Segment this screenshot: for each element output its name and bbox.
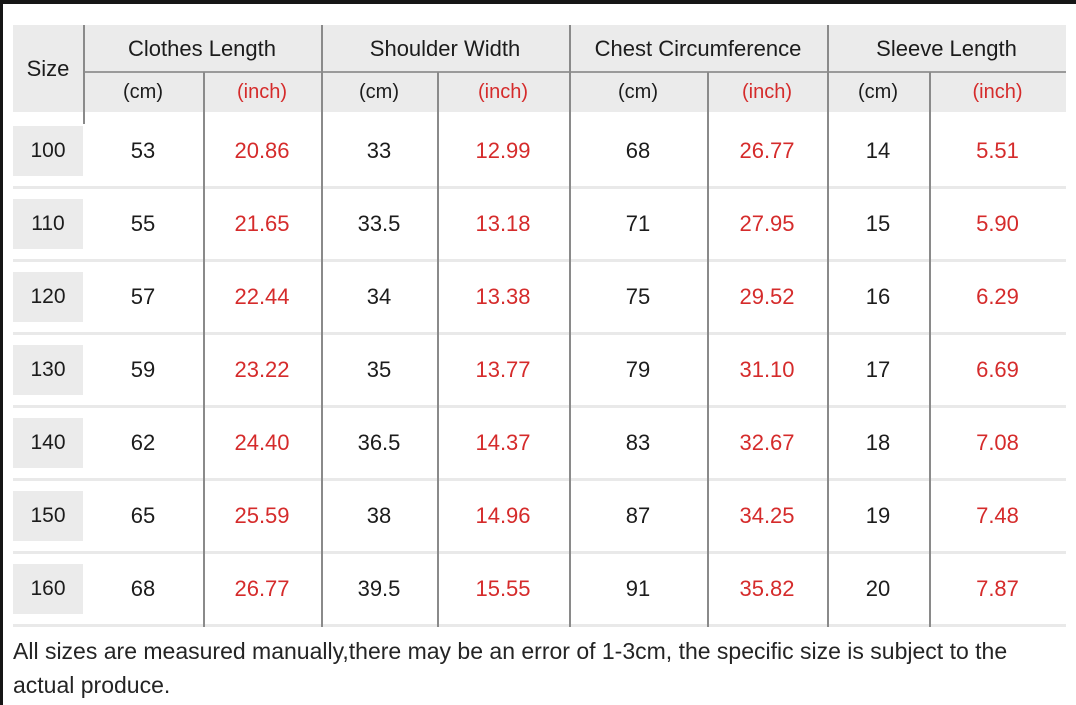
cell-sleeve-cm: 18: [865, 430, 891, 455]
cell-sleeve-inch: 5.90: [976, 211, 1019, 236]
image-left-border: [0, 0, 3, 705]
cell-clothes-inch: 20.86: [234, 138, 290, 163]
size-cell: [13, 408, 83, 478]
column-divider: [707, 72, 709, 627]
header-unit-inch: (inch): [477, 80, 528, 103]
cell-clothes-inch: 26.77: [234, 576, 290, 601]
cell-chest-cm: 79: [625, 357, 651, 382]
table-header: [13, 25, 1066, 112]
cell-shoulder-cm: 38: [366, 503, 392, 528]
cell-sleeve-cm: 16: [865, 284, 891, 309]
size-chart-table: [13, 25, 1066, 627]
size-value: 140: [13, 418, 83, 468]
cell-clothes-inch: 22.44: [234, 284, 290, 309]
cell-clothes-cm: 55: [130, 211, 156, 236]
cell-sleeve-cm: 17: [865, 357, 891, 382]
cell-clothes-cm: 62: [130, 430, 156, 455]
size-value: 160: [13, 564, 83, 614]
cell-sleeve-inch: 7.87: [976, 576, 1019, 601]
column-divider: [569, 25, 571, 627]
cell-shoulder-cm: 39.5: [357, 576, 401, 601]
column-divider: [321, 25, 323, 627]
header-unit-cm: (cm): [359, 80, 399, 103]
header-unit-inch: (inch): [972, 80, 1023, 103]
cell-sleeve-inch: 6.29: [976, 284, 1019, 309]
column-divider: [83, 25, 85, 124]
cell-shoulder-cm: 33: [366, 138, 392, 163]
size-value: 130: [13, 345, 83, 395]
column-divider: [929, 72, 931, 627]
cell-sleeve-inch: 7.48: [976, 503, 1019, 528]
table-row: [13, 481, 1066, 554]
cell-clothes-cm: 65: [130, 503, 156, 528]
size-cell: [13, 481, 83, 551]
cell-clothes-inch: 21.65: [234, 211, 290, 236]
header-group-sleeve-length: Sleeve Length: [876, 35, 1017, 61]
image-top-border: [0, 0, 1076, 4]
size-value: 120: [13, 272, 83, 322]
cell-chest-inch: 31.10: [739, 357, 795, 382]
cell-shoulder-cm: 36.5: [357, 430, 401, 455]
cell-shoulder-cm: 35: [366, 357, 392, 382]
size-value: 150: [13, 491, 83, 541]
cell-sleeve-inch: 5.51: [976, 138, 1019, 163]
size-cell: [13, 335, 83, 405]
cell-chest-cm: 71: [625, 211, 651, 236]
cell-clothes-cm: 68: [130, 576, 156, 601]
table-row: [13, 262, 1066, 335]
header-unit-cm: (cm): [123, 80, 163, 103]
header-group-clothes-length: Clothes Length: [128, 35, 276, 61]
header-group-chest-circumference: Chest Circumference: [594, 35, 802, 61]
cell-sleeve-cm: 19: [865, 503, 891, 528]
cell-clothes-inch: 23.22: [234, 357, 290, 382]
cell-sleeve-cm: 14: [865, 138, 891, 163]
cell-chest-inch: 27.95: [739, 211, 795, 236]
cell-shoulder-inch: 13.38: [475, 284, 531, 309]
cell-chest-inch: 35.82: [739, 576, 795, 601]
size-value: 110: [13, 199, 83, 249]
cell-clothes-inch: 24.40: [234, 430, 290, 455]
table-row: [13, 408, 1066, 481]
header-size: Size: [26, 55, 70, 81]
cell-chest-cm: 91: [625, 576, 651, 601]
header-unit-cm: (cm): [618, 80, 658, 103]
header-divider-line: [83, 71, 1066, 73]
size-cell: [13, 116, 83, 186]
cell-clothes-inch: 25.59: [234, 503, 290, 528]
column-divider: [827, 25, 829, 627]
size-cell: [13, 554, 83, 624]
cell-shoulder-inch: 14.37: [475, 430, 531, 455]
column-divider: [203, 72, 205, 627]
cell-sleeve-inch: 7.08: [976, 430, 1019, 455]
header-unit-cm: (cm): [858, 80, 898, 103]
table-row: [13, 116, 1066, 189]
cell-shoulder-inch: 14.96: [475, 503, 531, 528]
cell-shoulder-inch: 15.55: [475, 576, 531, 601]
cell-shoulder-inch: 13.77: [475, 357, 531, 382]
size-cell: [13, 262, 83, 332]
table-body: [13, 116, 1066, 627]
table-row: [13, 189, 1066, 262]
cell-clothes-cm: 53: [130, 138, 156, 163]
measurement-disclaimer: All sizes are measured manually,there may be an error of 1-3cm, the specific size is subject to the actual produce.: [13, 638, 1008, 698]
cell-sleeve-inch: 6.69: [976, 357, 1019, 382]
size-value: 100: [13, 126, 83, 176]
table-row: [13, 335, 1066, 408]
cell-shoulder-inch: 12.99: [475, 138, 531, 163]
cell-sleeve-cm: 15: [865, 211, 891, 236]
header-group-shoulder-width: Shoulder Width: [369, 35, 521, 61]
cell-chest-cm: 75: [625, 284, 651, 309]
cell-chest-cm: 83: [625, 430, 651, 455]
cell-sleeve-cm: 20: [865, 576, 891, 601]
header-unit-inch: (inch): [236, 80, 287, 103]
cell-shoulder-cm: 33.5: [357, 211, 401, 236]
cell-clothes-cm: 57: [130, 284, 156, 309]
cell-shoulder-inch: 13.18: [475, 211, 531, 236]
size-cell: [13, 189, 83, 259]
header-unit-inch: (inch): [741, 80, 792, 103]
cell-shoulder-cm: 34: [366, 284, 392, 309]
cell-clothes-cm: 59: [130, 357, 156, 382]
cell-chest-inch: 32.67: [739, 430, 795, 455]
cell-chest-cm: 87: [625, 503, 651, 528]
cell-chest-inch: 34.25: [739, 503, 795, 528]
column-divider: [437, 72, 439, 627]
table-row: [13, 554, 1066, 627]
cell-chest-inch: 26.77: [739, 138, 795, 163]
cell-chest-inch: 29.52: [739, 284, 795, 309]
cell-chest-cm: 68: [625, 138, 651, 163]
